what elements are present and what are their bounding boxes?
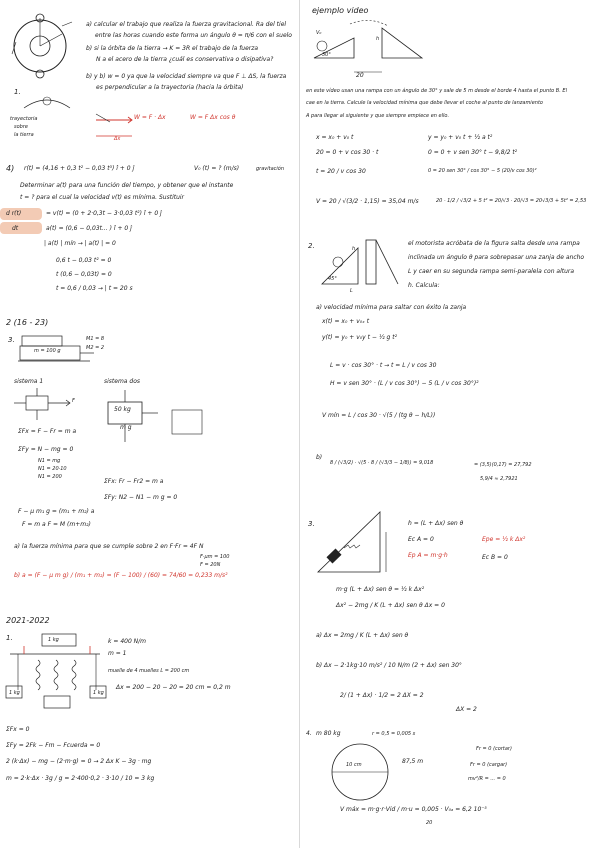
p2-text3: L y caer en su segunda rampa semi-paralela con altura xyxy=(408,268,575,275)
prob4-text: Determinar a(t) para una función del tiempo, y obtener que el instante xyxy=(20,182,234,189)
p3-part-a: a) Δx = 2mg / K (L + Δx) sen θ xyxy=(316,632,409,639)
fig1-traj: trayectoria xyxy=(10,116,38,122)
sec2-title: 2 (16 - 23) xyxy=(6,318,49,327)
sec2-system2: F = m a F = M (m+m₂) xyxy=(22,521,91,528)
sec2-eq2: ΣFy = N − mg = 0 xyxy=(18,446,74,453)
p2-text: el motorista acróbata de la figura salta desde una rampa xyxy=(408,240,580,247)
prob4-number: 4) xyxy=(6,164,15,173)
p4-f2: Fr = 0 (cargar) xyxy=(470,762,508,768)
ramp-v0: V₀ xyxy=(316,30,322,36)
deriv6: t = 0,6 / 0,03 → | t = 20 s xyxy=(56,285,133,292)
sec3-eq1: ΣFx = 0 xyxy=(6,726,30,733)
sec2-m1: M1 = 8 xyxy=(86,336,105,342)
p3-part-b3: ΔX = 2 xyxy=(456,706,477,713)
sec2-mg: m g xyxy=(120,424,132,431)
p3-energy2: Δx² − 2mg / K (L + Δx) sen θ Δx = 0 xyxy=(336,602,445,609)
p3-energy: m·g (L + Δx) sen θ = ½ k Δx² xyxy=(336,586,425,593)
p4-f3: mv²/R = ... = 0 xyxy=(468,776,506,782)
sec2-box: 50 kg xyxy=(114,406,131,413)
sys2-diagram xyxy=(98,388,178,448)
sec2-sys1: sistema 1 xyxy=(14,378,44,385)
right-intro: en este vídeo usan una rampa con un ángulo de 30° y sale de 5 m desde el borde 4 hasta el punto B. El xyxy=(306,88,567,94)
sec3-dx: Δx = 200 − 20 − 20 = 20 cm = 0,2 m xyxy=(116,684,231,691)
sec3-note: muelle de 4 muelles L = 200 cm xyxy=(108,668,190,674)
sec3-eq4: m = 2·k·Δx · 3g / g = 2·400·0,2 · 3·10 / 10 = 3 kg xyxy=(6,775,155,782)
sec2-n3: N1 = 200 xyxy=(38,474,62,480)
sec3-mass1: 1 kg xyxy=(48,637,59,643)
sec2-part-a3: F = 20N xyxy=(200,562,221,568)
p4-number: 4. xyxy=(306,730,312,737)
prob4-equation: r(t) = (4,16 + 0,3 t² − 0,03 t³) î + 0 ĵ xyxy=(24,165,135,172)
prob4-velocity: V₀ (t) = ? (m/s) xyxy=(194,165,240,172)
sec3-number: 1. xyxy=(6,634,13,642)
p2-part-b2: 8 / (√3/2) · √(5 · 8 / (√3/3 − 1/8)) = 9,018 xyxy=(330,460,434,466)
orbit-diagram xyxy=(2,4,82,94)
right-title: ejemplo video xyxy=(312,6,369,15)
sec2-n1: N1 = mg xyxy=(38,458,61,464)
sec2-number: 3. xyxy=(8,336,15,344)
eq-x1: x = x₀ + v₀ t xyxy=(316,134,354,141)
p4-circle: 10 cm xyxy=(346,762,362,768)
incline-spring xyxy=(314,508,394,578)
prob-a-line2: entre las horas cuando este forma un ángulo θ = π/6 con el suelo xyxy=(95,32,292,39)
prob-c-line1: b) y b) w = 0 ya que la velocidad siempre va que F ⊥ ΔS, la fuerza xyxy=(86,73,287,80)
p4-mass: m 80 kg xyxy=(316,730,341,737)
prob-c-line2: es perpendicular a la trayectoria (hacia la órbita) xyxy=(96,84,244,91)
trajectory-sketch xyxy=(22,88,72,118)
prob4-note: gravitación xyxy=(256,166,285,172)
prob-b-line1: b) si la órbita de la tierra → K = 3R el trabajo de la fuerza xyxy=(86,45,259,52)
sec3-mass2: 1 kg xyxy=(9,690,20,696)
sec2-force: F xyxy=(72,398,75,404)
ramp-distance: 20 xyxy=(356,72,364,79)
p2-vmin: V mín = L / cos 30 · √(5 / (tg θ − h/L)) xyxy=(322,412,436,419)
p3-epk: Epe = ½ k Δx² xyxy=(482,536,526,543)
p2-eq2: H = v sen 30° · (L / v cos 30°) − 5 (L / v cos 30°)² xyxy=(330,380,479,387)
sec3-k: k = 400 N/m xyxy=(108,638,147,645)
fig1-earth: la tierra xyxy=(14,132,34,138)
p3-ep: Ep A = m·g·h xyxy=(408,552,448,559)
deriv2-lhs: dt xyxy=(12,225,19,232)
p2-part-a: a) velocidad mínima para saltar con éxito la zanja xyxy=(316,304,467,311)
prob4-text2: t = ? para el cual la velocidad v(t) es mínima. Sustituir xyxy=(20,194,185,201)
prob-b-line2: N a el acero de la tierra ¿cuál es conservativa o disipativa? xyxy=(96,56,274,63)
sec2-n2: N1 = 20·10 xyxy=(38,466,67,472)
ramp-height: h xyxy=(376,36,380,42)
p2-eq1: L = v · cos 30° · t → t = L / v cos 30 xyxy=(330,362,437,369)
p3-ecb: Ec B = 0 xyxy=(482,554,508,561)
sec2-system: F − μ m₁ g = (m₁ + m₂) a xyxy=(18,508,95,515)
p3-part-b2: 2/ (1 + Δx) · 1/2 = 2 ΔX = 2 xyxy=(340,692,424,699)
work-eq: W = F · Δx xyxy=(134,114,166,121)
p3-h: h = (L + Δx) sen θ xyxy=(408,520,464,527)
eq-y3: 0 = 20 sen 30° / cos 30° − 5 (20/v cos 30)² xyxy=(428,168,537,174)
sec3-eq3: 2 (k·Δx) − mg − (2·m·g) = 0 → 2 Δx K − 3g · mg xyxy=(6,758,152,765)
sec3-m: m = 1 xyxy=(108,650,127,657)
p2-text4: h. Calcula: xyxy=(408,282,440,289)
eq-y1: y = y₀ + v₀ t + ½ a t² xyxy=(428,134,493,141)
deriv-rhs: = v(t) = (0 + 2·0,3t − 3·0,03 t²) î + 0 ĵ xyxy=(46,210,162,217)
sec2-eq4: ΣFy: N2 − N1 − m g = 0 xyxy=(104,494,178,501)
p3-number: 3. xyxy=(308,520,315,528)
deriv5: t (0,6 − 0,03t) = 0 xyxy=(56,271,112,278)
p2-part-b3: = (3,5)(0,17) = 27,792 xyxy=(474,462,532,468)
p2-text2: inclinada un ángulo θ para sobrepasar una zanja de ancho xyxy=(408,254,585,261)
ramp-angle: 30° xyxy=(322,52,331,58)
fig1-number: 1. xyxy=(14,88,21,96)
p4-f1: Fr = 0 (cortar) xyxy=(476,746,512,752)
p2-part-b4: 5,9/4 ≈ 2,7921 xyxy=(480,476,518,482)
sec2-m2: M2 = 2 xyxy=(86,345,105,351)
eq-x2: 20 = 0 + v cos 30 · t xyxy=(316,149,379,156)
p3-part-b: b) Δx − 2·1kg·10 m/s² / 10 N/m (2 + Δx) sen 30° xyxy=(316,662,462,669)
p2-angle: 45° xyxy=(328,276,337,282)
deriv3: | a(t) | mín → | a(t) | = 0 xyxy=(44,240,116,247)
right-intro2: cae en la tierra. Calcule la velocidad mínima que debe llevar el coche al punto de lanzamiento xyxy=(306,100,543,106)
sec2-part-a2: F·μm = 100 xyxy=(200,554,230,560)
prob-a-line1: a) calcular el trabajo que realiza la fuerza gravitacional. Ra del tiel xyxy=(86,21,287,28)
sec2-eq3: ΣFx: Fr − Fr2 = m a xyxy=(104,478,164,485)
right-intro3: A para llegar al siguiente y que siempre empiece en ello. xyxy=(306,113,450,119)
eq-v: V = 20 / √(3/2 · 1,15) = 35,04 m/s xyxy=(316,198,419,205)
p4-eq: 87,5 m xyxy=(402,758,424,765)
work-eq2: W = F Δx cos θ xyxy=(190,114,236,121)
deriv-lhs: d r(t) xyxy=(6,210,22,217)
sys1-diagram xyxy=(12,388,92,424)
deriv4: 0,6 t − 0,03 t² = 0 xyxy=(56,257,112,264)
fig1-orbit: sobre xyxy=(14,124,28,130)
p4-den: 20 xyxy=(426,820,433,826)
sec2-eq1: ΣFx = F − Fr = m a xyxy=(18,428,77,435)
deriv2-rhs: a(t) = (0,6 − 0,03t... ) î + 0 ĵ xyxy=(46,225,132,232)
highlight-2 xyxy=(0,222,42,234)
sec3-eq2: ΣFy = 2Fk − Fm − Fcuerda = 0 xyxy=(6,742,101,749)
page-divider xyxy=(299,0,300,848)
sec2-block: m = 100 g xyxy=(34,348,61,354)
circle-figure xyxy=(326,740,396,806)
sec2-sys2: sistema dos xyxy=(104,378,140,385)
work-sub: Δx xyxy=(114,136,121,142)
p2-part-b: b) xyxy=(316,454,323,461)
p2-number: 2. xyxy=(308,242,315,250)
eq-x3: t = 20 / v cos 30 xyxy=(316,168,366,175)
sec2-part-a: a) la fuerza mínima para que se cumple sobre 2 en F·Fr = 4F N xyxy=(14,543,204,550)
eq-v2: 20 · 1/2 / √3/2 + 5 t² = 20/√3 · 20/√3 = 20√3/3 + 5t² = 2,53 xyxy=(436,198,587,204)
sec2-part-b: b) a = (F − μ m g) / (m₁ + m₂) = (F − 100) / (60) = 74/60 = 0,233 m/s² xyxy=(14,572,228,579)
p2-y: y(t) = y₀ + v₀y t − ½ g t² xyxy=(322,334,398,341)
springs-diagram xyxy=(4,632,114,712)
eq-y2: 0 = 0 + v sen 30° t − 9,8/2 t² xyxy=(428,149,518,156)
sec3-mass3: 1 kg xyxy=(93,690,104,696)
sys2-bracket xyxy=(170,408,210,444)
p2-L: L xyxy=(350,288,353,294)
p2-x: x(t) = x₀ + v₀ₓ t xyxy=(322,318,370,325)
p3-ec: Ec A = 0 xyxy=(408,536,434,543)
p4-vmax: V máx = m·g·r·Vid / m·u = 0,005 · V₀ₐ = 6,2 10⁻⁵ xyxy=(340,806,487,813)
p4-r: r = 0,5 = 0,005 s xyxy=(372,731,416,737)
p2-h: h xyxy=(352,246,356,252)
sec3-title: 2021-2022 xyxy=(6,616,50,625)
